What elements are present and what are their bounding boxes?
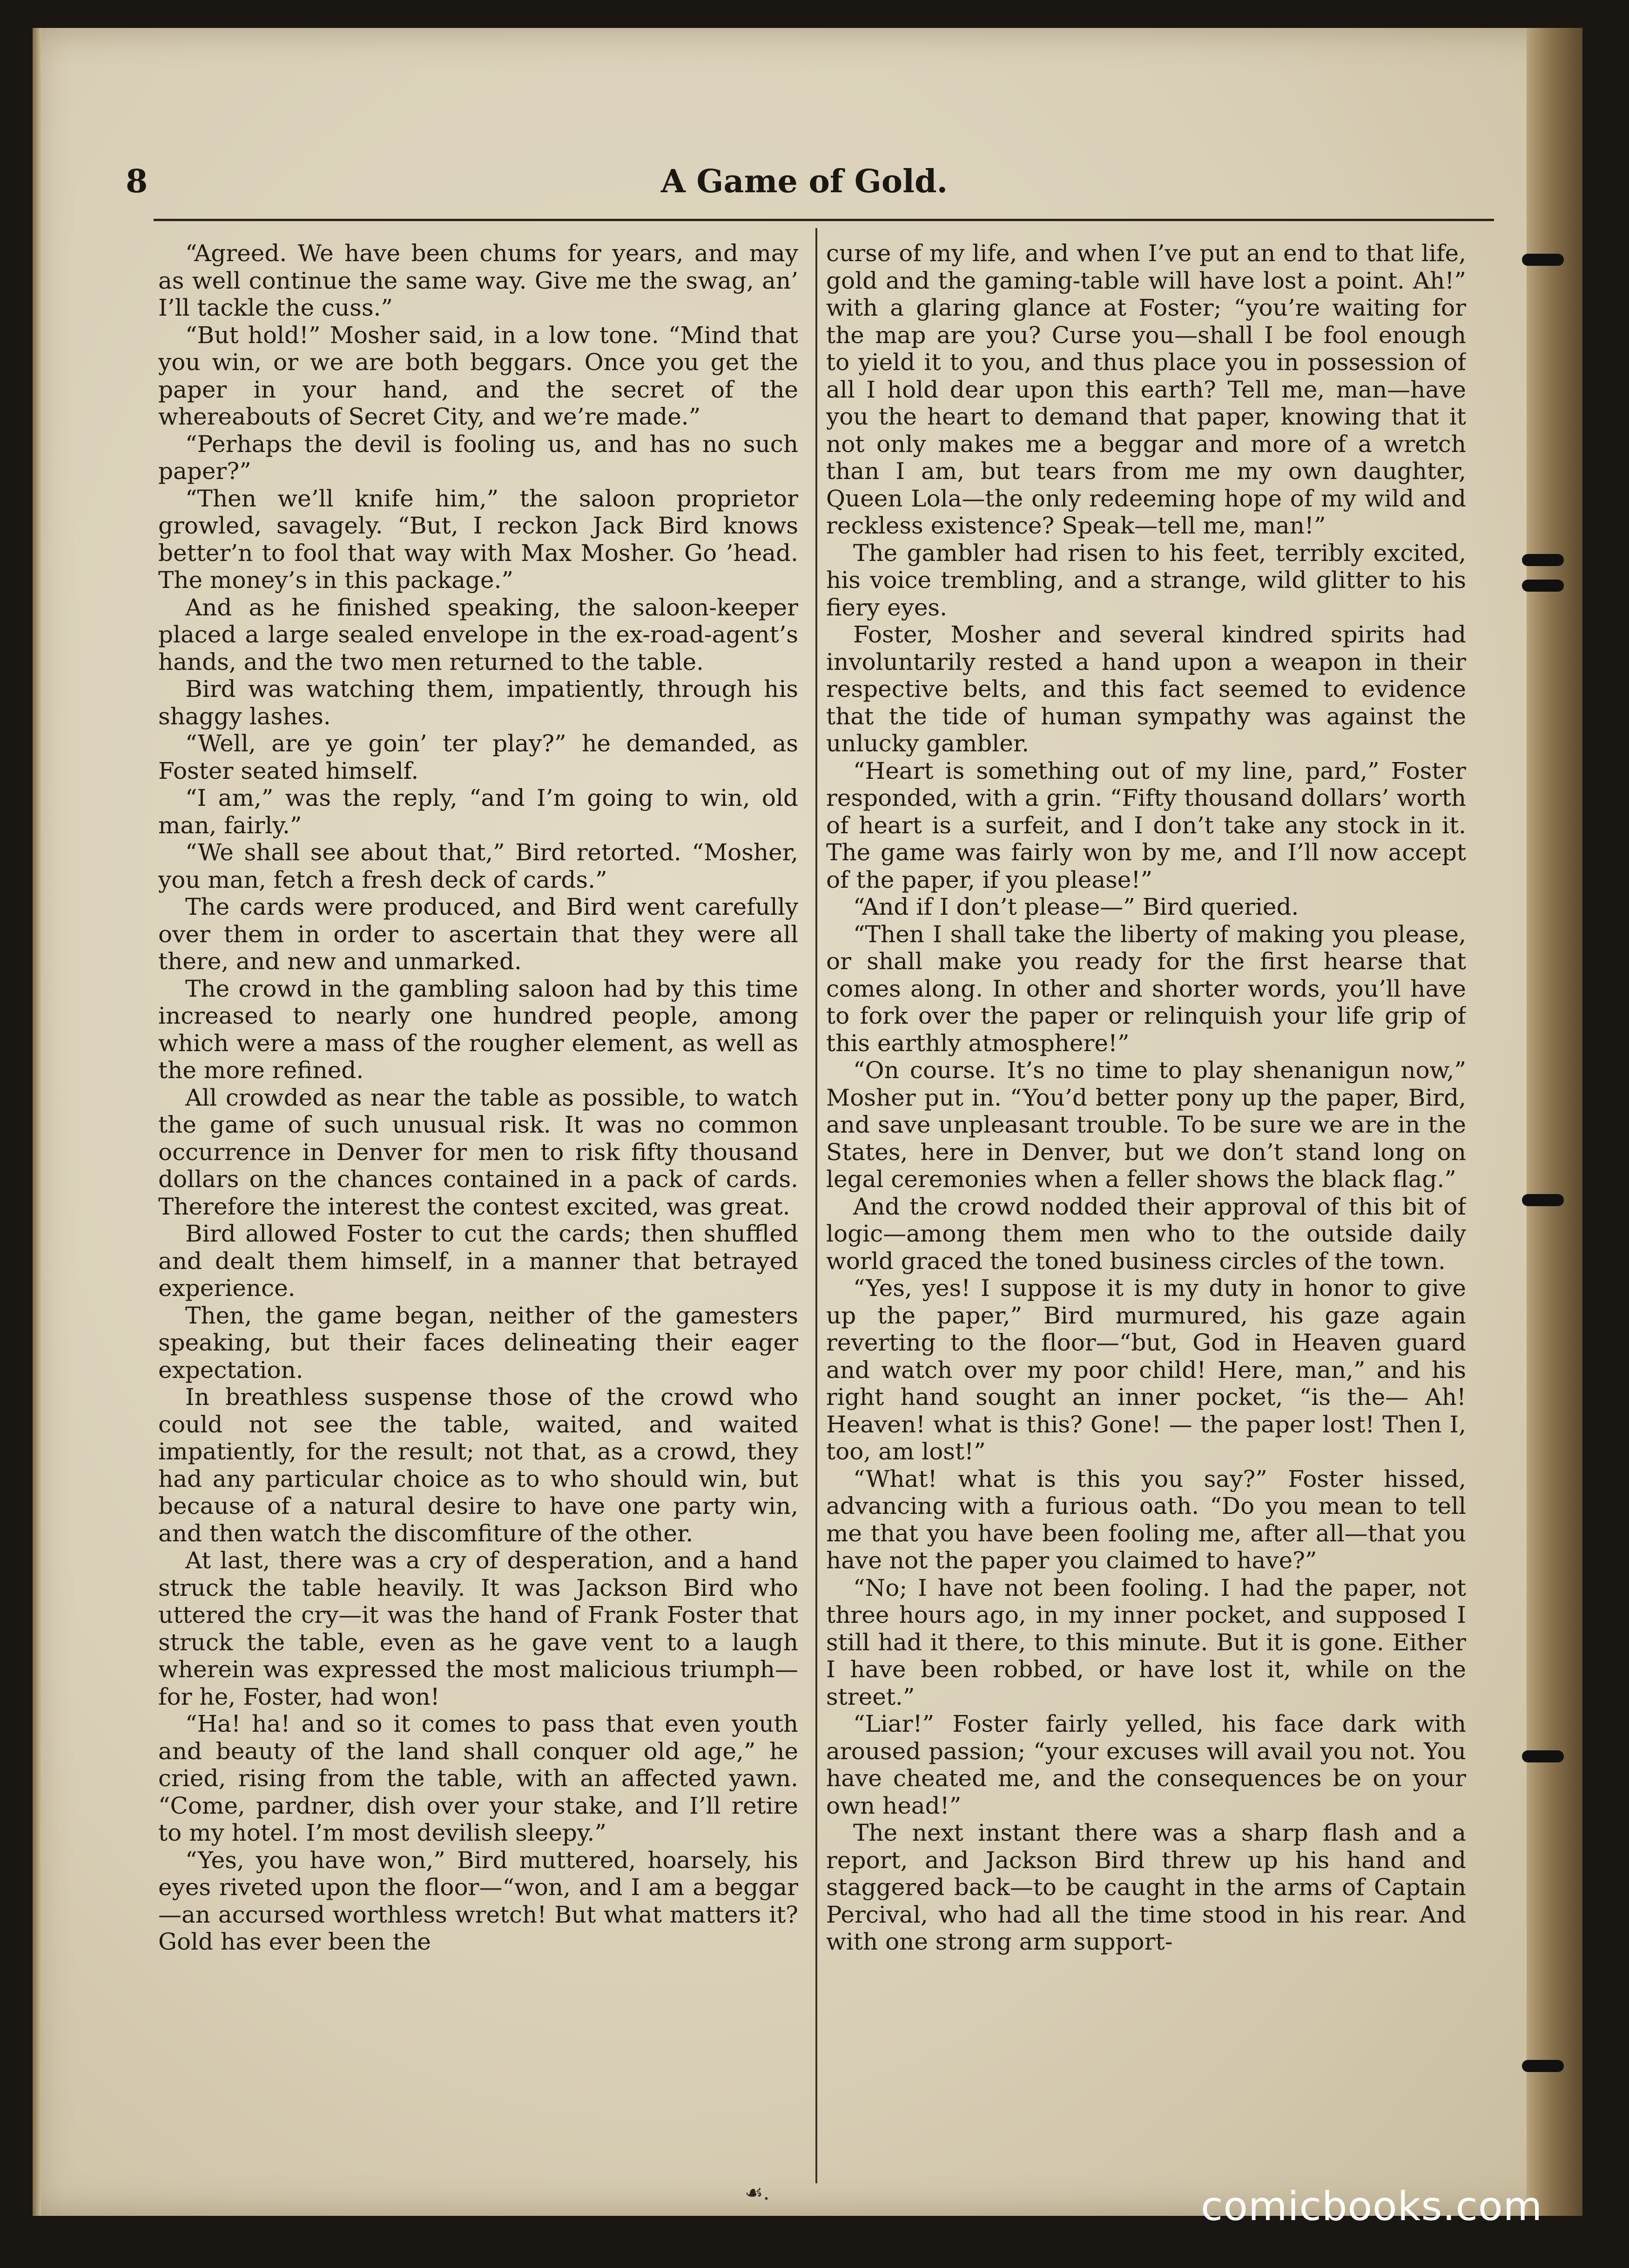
paragraph: “Liar!” Foster fairly yelled, his face dark with aroused passion; “your excuses will avail you not. You have cheated me, and the consequences be on your own head!”: [826, 1710, 1466, 1819]
paragraph: “Yes, yes! I suppose it is my duty in honor to give up the paper,” Bird murmured, his gaze again reverting to the floor—“but, God in Heaven guard and watch over my poor child! Here, man,” and his right hand sought an inner pocket, “is the— Ah! Heaven! what is this? Gone! — the paper lost! Then I, too, am lost!”: [826, 1275, 1466, 1465]
paragraph: The cards were produced, and Bird went carefully over them in order to ascertain that they were all there, and new and unmarked.: [158, 893, 798, 975]
running-title: A Game of Gold.: [661, 163, 948, 200]
paragraph: And the crowd nodded their approval of this bit of logic—among them men who to the outside daily world graced the toned business circles of the town.: [826, 1193, 1466, 1275]
paragraph: “Agreed. We have been chums for years, and may as well continue the same way. Give me the swag, an’ I’ll tackle the cuss.”: [158, 240, 798, 321]
binding-stitch: [1522, 554, 1564, 566]
left-column: [158, 240, 798, 2176]
binding-stitch: [1522, 2060, 1564, 2072]
paragraph: “Perhaps the devil is fooling us, and has no such paper?”: [158, 430, 798, 485]
watermark-text: comicbooks.com: [1201, 2183, 1543, 2230]
paragraph: At last, there was a cry of desperation, and a hand struck the table heavily. It was Jackson Bird who uttered the cry—it was the hand of Frank Foster that struck the table, even as he gave vent to a laugh wherein was expressed the most malicious triumph—for he, Foster, had won!: [158, 1547, 798, 1710]
paragraph: curse of my life, and when I’ve put an end to that life, gold and the gaming-table will have lost a point. Ah!” with a glaring glance at Foster; “you’re waiting for the map are you? Curse you—shall I be fool enough to yield it to you, and thus place you in possession of all I hold dear upon this earth? Tell me, man—have you the heart to demand that paper, knowing that it not only makes me a beggar and more of a wretch than I am, but tears from me my own daughter, Queen Lola—the only redeeming hope of my wild and reckless existence? Speak—tell me, man!”: [826, 240, 1466, 539]
binding-stitch: [1522, 580, 1564, 592]
paragraph: “Yes, you have won,” Bird muttered, hoarsely, his eyes riveted upon the floor—“won, and I am a beggar—an accursed worthless wretch! But what matters it? Gold has ever been the: [158, 1846, 798, 1955]
paragraph: “And if I don’t please—” Bird queried.: [853, 893, 1299, 920]
paragraph: And as he finished speaking, the saloon-keeper placed a large sealed envelope in the ex-road-agent’s hands, and the two men returned to the table.: [158, 594, 798, 675]
paragraph: In breathless suspense those of the crowd who could not see the table, waited, and waited impatiently, for the result; not that, as a crowd, they had any particular choice as to who should win, but because of a natural desire to have one party win, and then watch the discomfiture of the other.: [158, 1384, 798, 1547]
paragraph: All crowded as near the table as possible, to watch the game of such unusual risk. It was no common occurrence in Denver for men to risk fifty thousand dollars on the chances contained in a pack of cards. Therefore the interest the contest excited, was great.: [158, 1084, 798, 1220]
paragraph: “On course. It’s no time to play shenanigun now,” Mosher put in. “You’d better pony up the paper, Bird, and save unpleasant trouble. To be sure we are in the States, here in Denver, but we don’t stand long on legal ceremonies when a feller shows the black flag.”: [826, 1057, 1466, 1193]
paragraph: “We shall see about that,” Bird retorted. “Mosher, you man, fetch a fresh deck of cards.”: [158, 839, 798, 893]
paragraph: The crowd in the gambling saloon had by this time increased to nearly one hundred people, among which were a mass of the rougher element, as well as the more refined.: [158, 975, 798, 1084]
paragraph: “Well, are ye goin’ ter play?” he demanded, as Foster seated himself.: [158, 730, 798, 784]
paragraph: The next instant there was a sharp flash and a report, and Jackson Bird threw up his hand and staggered back—to be caught in the arms of Captain Percival, who had all the time stood in his rear. And with one strong arm support-: [826, 1819, 1466, 1955]
paragraph: “No; I have not been fooling. I had the paper, not three hours ago, in my inner pocket, and supposed I still had it there, to this minute. But it is gone. Either I have been robbed, or have lost it, while on the street.”: [826, 1574, 1466, 1710]
paragraph: “Then we’ll knife him,” the saloon proprietor growled, savagely. “But, I reckon Jack Bird knows better’n to fool that way with Max Mosher. Go ’head. The money’s in this package.”: [158, 485, 798, 594]
paragraph: The gambler had risen to his feet, terribly excited, his voice trembling, and a strange, wild glitter to his fiery eyes.: [826, 539, 1466, 621]
page-number: 8: [126, 163, 148, 200]
column-rule: [815, 228, 817, 2183]
binding-spine: [1527, 28, 1582, 2216]
paragraph: Then, the game began, neither of the gamesters speaking, but their faces delineating their eager expectation.: [158, 1302, 798, 1384]
page-left-edge: [33, 28, 41, 2216]
paragraph: Bird allowed Foster to cut the cards; then shuffled and dealt them himself, in a manner that betrayed experience.: [158, 1220, 798, 1302]
paragraph: “Ha! ha! and so it comes to pass that even youth and beauty of the land shall conquer old age,” he cried, rising from the table, with an affected yawn. “Come, pardner, dish over your stake, and I’ll retire to my hotel. I’m most devilish sleepy.”: [158, 1710, 798, 1846]
paragraph: Foster, Mosher and several kindred spirits had involuntarily rested a hand upon a weapon in their respective belts, and this fact seemed to evidence that the tide of human sympathy was against the unlucky gambler.: [826, 621, 1466, 757]
binding-stitch: [1522, 1194, 1564, 1206]
paragraph: “I am,” was the reply, “and I’m going to win, old man, fairly.”: [158, 784, 798, 839]
paragraph: “But hold!” Mosher said, in a low tone. “Mind that you win, or we are both beggars. Once you get the paper in your hand, and the secret of the whereabouts of Secret City, and we’re made.”: [158, 321, 798, 430]
binding-stitch: [1522, 254, 1564, 266]
right-column: [826, 240, 1466, 2176]
paragraph: Bird was watching them, impatiently, through his shaggy lashes.: [158, 675, 798, 730]
paragraph: “Then I shall take the liberty of making you please, or shall make you ready for the first hearse that comes along. In other and shorter words, you’ll have to fork over the paper or relinquish your life grip of this earthly atmosphere!”: [826, 920, 1466, 1057]
printer-ornament: ☙.: [745, 2181, 770, 2205]
paragraph: “Heart is something out of my line, pard,” Foster responded, with a grin. “Fifty thousand dollars’ worth of heart is a surfeit, and I don’t take any stock in it. The game was fairly won by me, and I’ll now accept of the paper, if you please!”: [826, 757, 1466, 893]
page-header: [126, 158, 1475, 214]
header-rule: [154, 219, 1494, 221]
paragraph: “What! what is this you say?” Foster hissed, advancing with a furious oath. “Do you mean to tell me that you have been fooling me, after all—that you have not the paper you claimed to have?”: [826, 1465, 1466, 1574]
binding-stitch: [1522, 1750, 1564, 1762]
